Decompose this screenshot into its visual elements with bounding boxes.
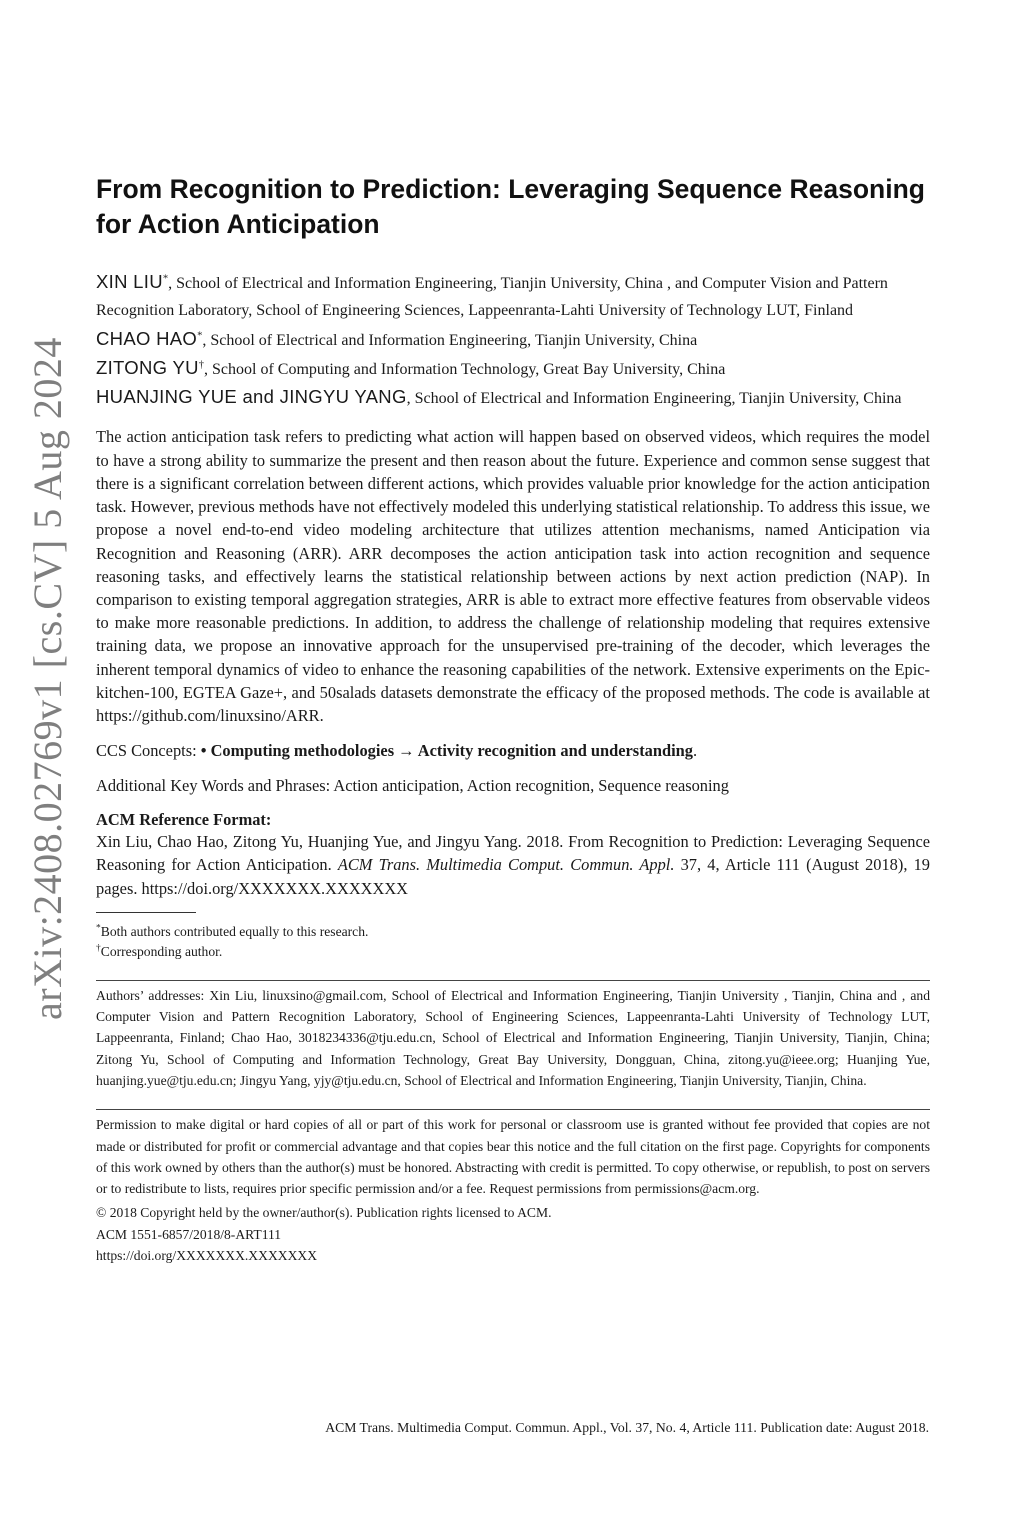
issn-line: ACM 1551-6857/2018/8-ART111 [96, 1226, 282, 1242]
ccs-label: CCS Concepts: [96, 741, 201, 761]
footnotes [96, 922, 930, 962]
footnote-mark: * [96, 923, 101, 934]
paper-title: From Recognition to Prediction: Leveraging Sequence Reasoning for Action Anticipation [96, 174, 925, 239]
author-affiliation: , School of Electrical and Information Engineering, Tianjin University, China , and Computer Vision and Pattern Recognition Laboratory, School of Engineering Sciences, Lappeenranta-Lahti University of Technology LUT, Finland [96, 275, 888, 320]
author-affiliation: , School of Electrical and Information Engineering, Tianjin University, China [406, 390, 902, 408]
author-affiliation: , School of Computing and Information Technology, Great Bay University, China [204, 360, 726, 378]
copyright-line: © 2018 Copyright held by the owner/author(s). Publication rights licensed to ACM. [96, 1205, 552, 1221]
author-entry [96, 354, 930, 383]
acm-ref-details: 37, 4, Article 111 (August 2018), 19 pages. https://doi.org/XXXXXXX.XXXXXXX [96, 855, 930, 898]
author-addresses: Authors’ addresses: Xin Liu, linuxsino@gmail.com, School of Electrical and Information Engineering, Tianjin University , Tianjin, China and , and Computer Vision and Pattern Recognition Laboratory, School of Engineering Sciences, Lappeenranta-Lahti University of Technology LUT, Lappeenranta, Finland; Chao Hao, 3018234336@tju.edu.cn, School of Electrical and Information Engineering, Tianjin University, Tianjin, China; Zitong Yu, School of Computing and Information Technology, Great Bay University, Dongguan, China, zitong.yu@ieee.org; Huanjing Yue, huanjing.yue@tju.edu.cn; Jingyu Yang, yjy@tju.edu.cn, School of Electrical and Information Engineering, Tianjin University, Tianjin, China. [96, 987, 930, 1088]
footnote-text: Both authors contributed equally to this research. [100, 923, 369, 939]
footnote-rule [96, 912, 196, 913]
arxiv-stamp: arXiv:2408.02769v1 [cs.CV] 5 Aug 2024 [25, 337, 70, 1020]
copyright-block [96, 1202, 930, 1266]
acm-ref-authors: Xin Liu, Chao Hao, Zitong Yu, Huanjing Yue, and Jingyu Yang. 2018. From Recognition to Prediction: Leveraging Sequence Reasoning for Action Anticipation. [96, 832, 930, 875]
author-mark: * [162, 273, 169, 285]
permission-rule [96, 1109, 930, 1110]
author-block [96, 268, 930, 412]
author-entry [96, 383, 930, 412]
author-entry [96, 325, 930, 354]
author-entry [96, 268, 930, 325]
footnote-mark: † [96, 943, 101, 954]
footnote-text: Corresponding author. [100, 943, 223, 959]
page-footer: ACM Trans. Multimedia Comput. Commun. Appl., Vol. 37, No. 4, Article 111. Publication date: August 2018. [325, 1420, 929, 1435]
keywords: Additional Key Words and Phrases: Action anticipation, Action recognition, Sequence reasoning [96, 776, 729, 796]
address-rule [96, 980, 930, 981]
author-mark: * [197, 330, 203, 342]
author-name: XIN LIU [96, 271, 163, 292]
ccs-end: . [692, 741, 698, 761]
ccs-bullet: • [200, 741, 211, 761]
ccs-concepts [96, 739, 930, 762]
author-name: HUANJING YUE and JINGYU YANG [96, 386, 407, 408]
footnote [96, 922, 930, 942]
author-mark: † [198, 359, 205, 371]
acm-reference-heading: ACM Reference Format: [96, 810, 272, 830]
footnote [96, 942, 930, 962]
author-name: CHAO HAO [96, 327, 198, 349]
permission-notice: Permission to make digital or hard copies of all or part of this work for personal or classroom use is granted without fee provided that copies are not made or distributed for profit or commercial advantage and that copies bear this notice and the full citation on the first page. Copyrights for components of this work owned by others than the author(s) must be honored. Abstracting with credit is permitted. To copy otherwise, or republish, to post on servers or to redistribute to lists, requires prior specific permission and/or a fee. Request permissions from permissions@acm.org. [96, 1117, 930, 1197]
abstract: The action anticipation task refers to predicting what action will happen based on observed videos, which requires the model to have a strong ability to summarize the present and then reason about the future. Experience and common sense suggest that there is a significant correlation between different actions, which provides valuable prior knowledge for the action anticipation task. However, previous methods have not effectively modeled this underlying statistical relationship. To address this issue, we propose a novel end-to-end video modeling architecture that utilizes attention mechanisms, named Anticipation via Recognition and Reasoning (ARR). ARR decomposes the action anticipation task into action recognition and sequence reasoning tasks, and effectively learns the statistical relationship between actions by next action prediction (NAP). In comparison to existing temporal aggregation strategies, ARR is able to extract more effective features from observable videos to make more reasonable predictions. In addition, to address the challenge of relationship modeling that requires extensive training data, we propose an innovative approach for the unsupervised pre-training of the decoder, which leverages the inherent temporal dynamics of video to enhance the reasoning capabilities of the network. Extensive experiments on the Epic-kitchen-100, EGTEA Gaze+, and 50salads datasets demonstrate the efficacy of the proposed methods. The code is available at https://github.com/linuxsino/ARR. [96, 427, 930, 725]
doi-line: https://doi.org/XXXXXXX.XXXXXXX [96, 1248, 318, 1263]
acm-reference [96, 830, 930, 900]
author-name: ZITONG YU [96, 356, 199, 378]
author-affiliation: , School of Electrical and Information Engineering, Tianjin University, China [202, 331, 698, 349]
ccs-concept: Computing methodologies → Activity recognition and understanding [210, 741, 693, 761]
page-content [96, 172, 930, 1266]
acm-ref-journal: ACM Trans. Multimedia Comput. Commun. Appl. [337, 855, 675, 875]
